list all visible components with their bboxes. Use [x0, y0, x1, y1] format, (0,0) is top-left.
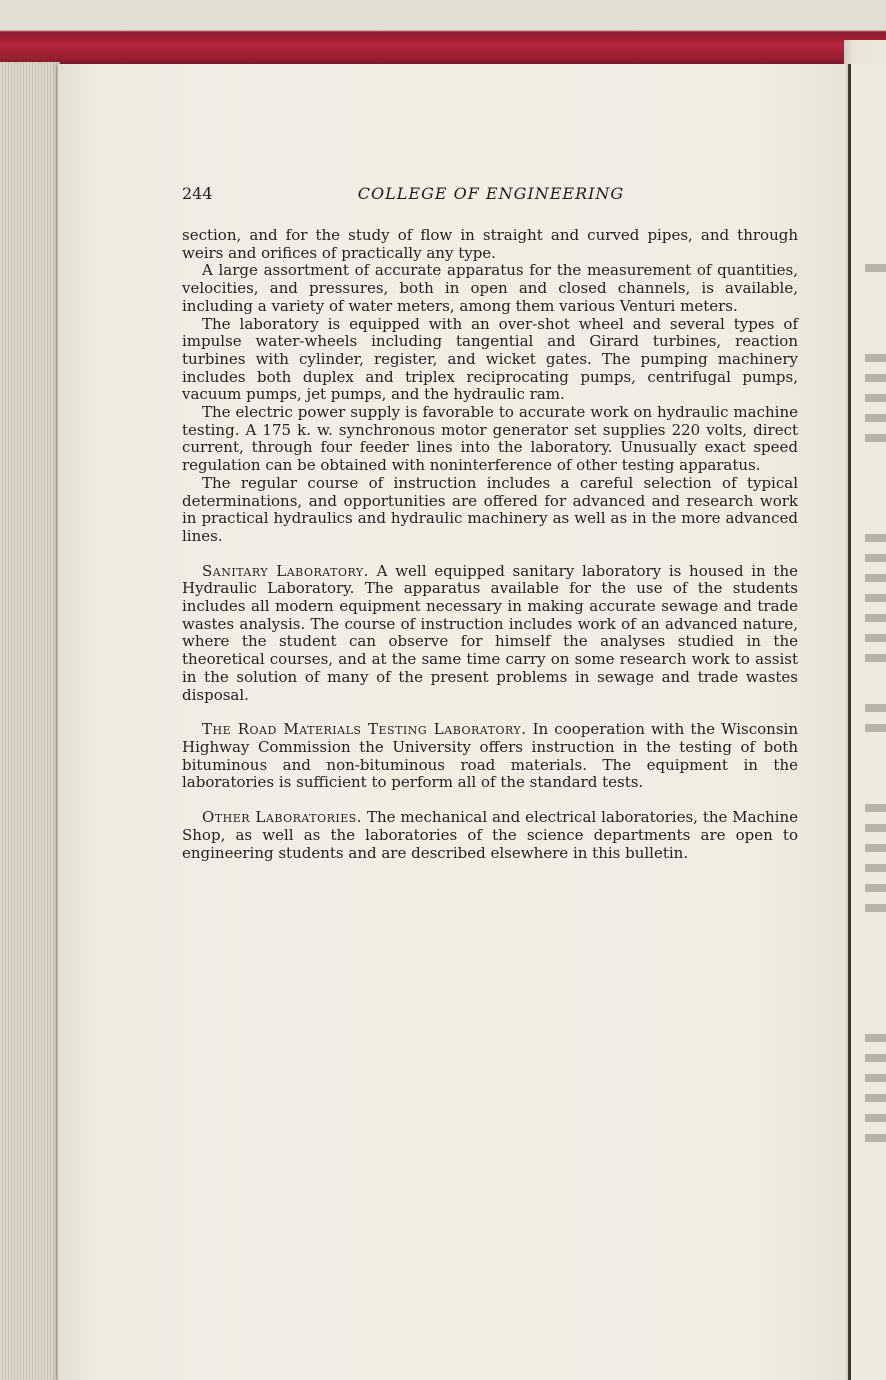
facing-page-edge: [848, 64, 886, 1380]
paragraph: The laboratory is equipped with an over-shot wheel and several types of impulse water-wheels including tangential and Girard turbines, reaction turbines with cylinder, register, and wicket gates. The pumping machinery includes both duplex and triplex reciprocating pumps, centrifugal pumps, vacuum pumps, jet pumps, and the hydraulic ram.: [182, 314, 798, 404]
running-title: COLLEGE OF ENGINEERING: [357, 184, 625, 203]
page-body: [182, 227, 798, 862]
paragraph: The electric power supply is favorable to accurate work on hydraulic machine testing. A 175 k. w. synchronous motor generator set supplies 220 volts, direct current, through four feeder lines into the laboratory. Unusually exact speed regulation can be obtained with noninterference of other testing apparatus.: [182, 403, 798, 475]
running-header: [182, 184, 800, 206]
section-sanitary-laboratory: [182, 563, 798, 705]
paragraph: section, and for the study of flow in straight and curved pipes, and through weirs and orifices of practically any type.: [182, 226, 798, 262]
book-cover-edge: [0, 0, 886, 66]
section-text: The mechanical and electrical laboratories, the Machine Shop, as well as the laboratories of the science departments are open to engineering students and are described elsewhere in this bulletin.: [182, 808, 798, 862]
section-text: A well equipped sanitary laboratory is housed in the Hydraulic Laboratory. The apparatus available for the use of the students includes all modern equipment necessary in making accurate sewage and trade wastes analysis. The course of instruction includes work of an advanced nature, where the student can observe for himself the analyses studied in the theoretical courses, and at the same time carry on some research work to assist in the solution of many of the present problems in sewage and trade wastes disposal.: [182, 561, 798, 704]
section-heading: Other Laboratories.: [202, 808, 363, 827]
section-other-laboratories: [182, 809, 798, 862]
paragraph: A large assortment of accurate apparatus for the measurement of quantities, velocities, and pressures, both in open and closed channels, is available, including a variety of water meters, among them various Venturi meters.: [182, 261, 798, 315]
section-heading: Sanitary Laboratory.: [202, 561, 369, 580]
section-road-materials-laboratory: [182, 721, 798, 792]
section-text: In cooperation with the Wisconsin Highway Commission the University offers instruction in the testing of both bituminous and non-bituminous road materials. The equipment in the laboratories is sufficient to perform all of the standard tests.: [182, 720, 798, 792]
section-heading: The Road Materials Testing Laboratory.: [202, 720, 527, 739]
page-stack-edge: [0, 62, 60, 1380]
paragraph: The regular course of instruction includes a careful selection of typical determinations, and opportunities are offered for advanced and research work in practical hydraulics and hydraulic machinery as well as in the more advanced lines.: [182, 473, 798, 545]
page-number: 244: [182, 184, 213, 203]
